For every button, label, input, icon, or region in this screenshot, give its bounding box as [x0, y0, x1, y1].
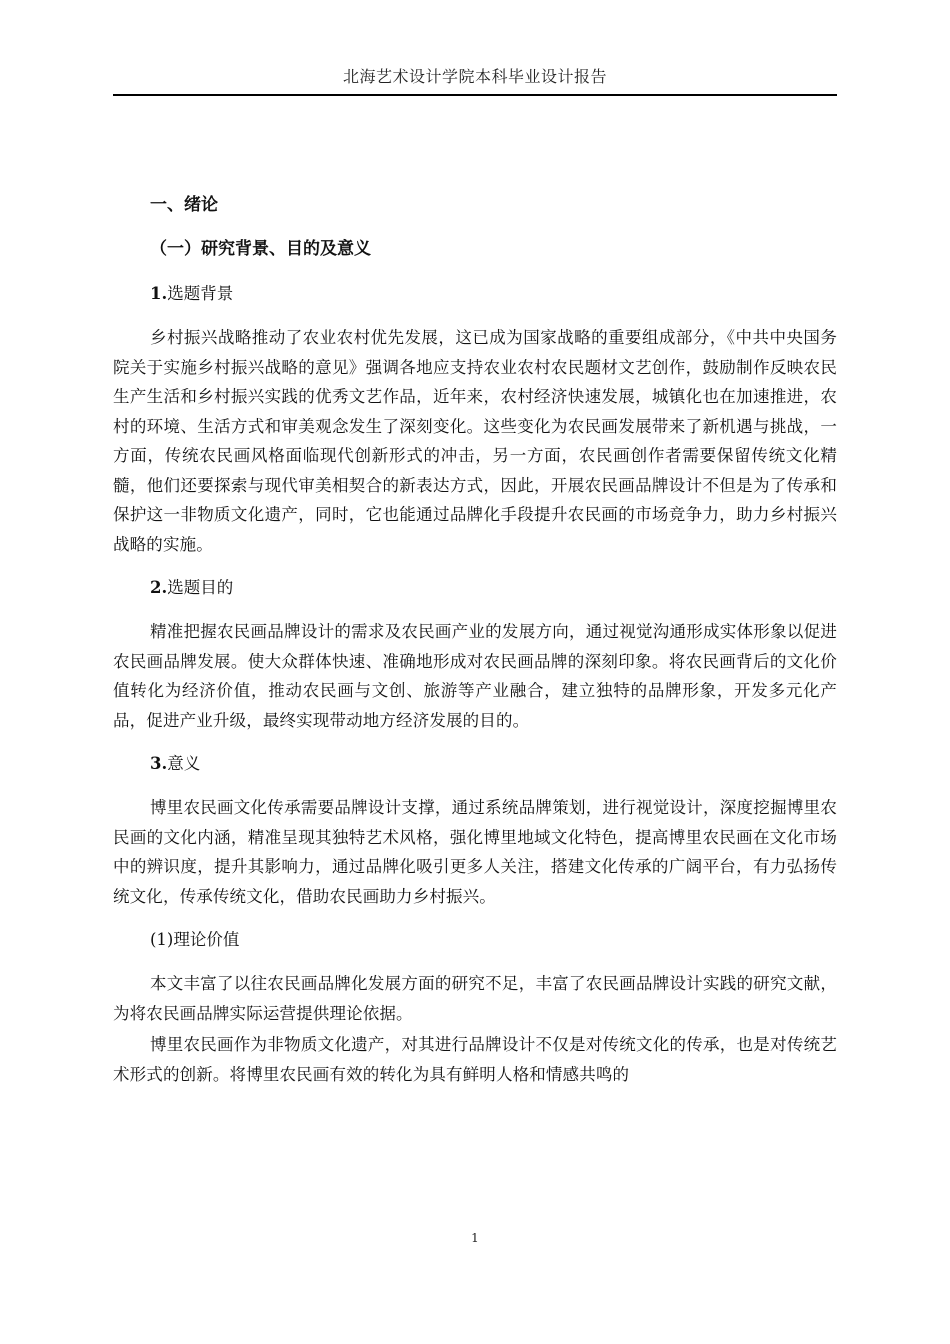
paragraph-significance: 博里农民画文化传承需要品牌设计支撑，通过系统品牌策划，进行视觉设计，深度挖掘博里农民画的文化内涵，精准呈现其独特艺术风格，强化博里地域文化特色，提高博里农民画在文化市场中的辨识度，提升其影响力，通过品牌化吸引更多人关注，搭建文化传承的广阔平台，有力弘扬传统文化，传承传统文化，借助农民画助力乡村振兴。 [113, 798, 837, 906]
paragraph-theory-value: 本文丰富了以往农民画品牌化发展方面的研究不足，丰富了农民画品牌设计实践的研究文献，为将农民画品牌实际运营提供理论依据。 [113, 974, 837, 1023]
item-title: 选题目的 [167, 578, 234, 597]
item-heading-theory-value [113, 924, 837, 956]
header-title: 北海艺术设计学院本科毕业设计报告 [342, 67, 607, 86]
item-heading-purpose [113, 572, 837, 604]
item-number: 1. [150, 284, 168, 303]
subsection-heading: （一）研究背景、目的及意义 [150, 239, 371, 259]
page-number: 1 [471, 1231, 479, 1245]
item-number: 2. [150, 578, 168, 597]
paragraph-background: 乡村振兴战略推动了农业农村优先发展，这已成为国家战略的重要组成部分，《中共中央国务院关于实施乡村振兴战略的意见》强调各地应支持农业农村农民题材文艺创作，鼓励制作反映农民生产生活和乡村振兴实践的优秀文艺作品，近年来，农村经济快速发展，城镇化也在加速推进，农村的环境、生活方式和审美观念发生了深刻变化。这些变化为农民画发展带来了新机遇与挑战，一方面，传统农民画风格面临现代创新形式的冲击，另一方面，农民画创作者需要保留传统文化精髓，他们还要探索与现代审美相契合的新表达方式，因此，开展农民画品牌设计不但是为了传承和保护这一非物质文化遗产，同时，它也能通过品牌化手段提升农民画的市场竞争力，助力乡村振兴战略的实施。 [113, 328, 837, 554]
item-title: 意义 [167, 754, 201, 773]
document-body [113, 189, 837, 1089]
item-title: 选题背景 [167, 284, 234, 303]
item-number: (1) [150, 930, 174, 949]
item-title: 理论价值 [173, 930, 240, 949]
section-heading: 一、绪论 [150, 195, 218, 215]
item-heading-significance [113, 748, 837, 780]
item-number: 3. [150, 754, 168, 773]
paragraph-purpose: 精准把握农民画品牌设计的需求及农民画产业的发展方向，通过视觉沟通形成实体形象以促进农民画品牌发展。使大众群体快速、准确地形成对农民画品牌的深刻印象。将农民画背后的文化价值转化为经济价值，推动农民画与文创、旅游等产业融合，建立独特的品牌形象，开发多元化产品，促进产业升级，最终实现带动地方经济发展的目的。 [113, 622, 837, 730]
item-heading-background [113, 278, 837, 310]
paragraph-heritage: 博里农民画作为非物质文化遗产，对其进行品牌设计不仅是对传统文化的传承，也是对传统艺术形式的创新。将博里农民画有效的转化为具有鲜明人格和情感共鸣的 [113, 1035, 837, 1084]
page-header [113, 62, 837, 96]
